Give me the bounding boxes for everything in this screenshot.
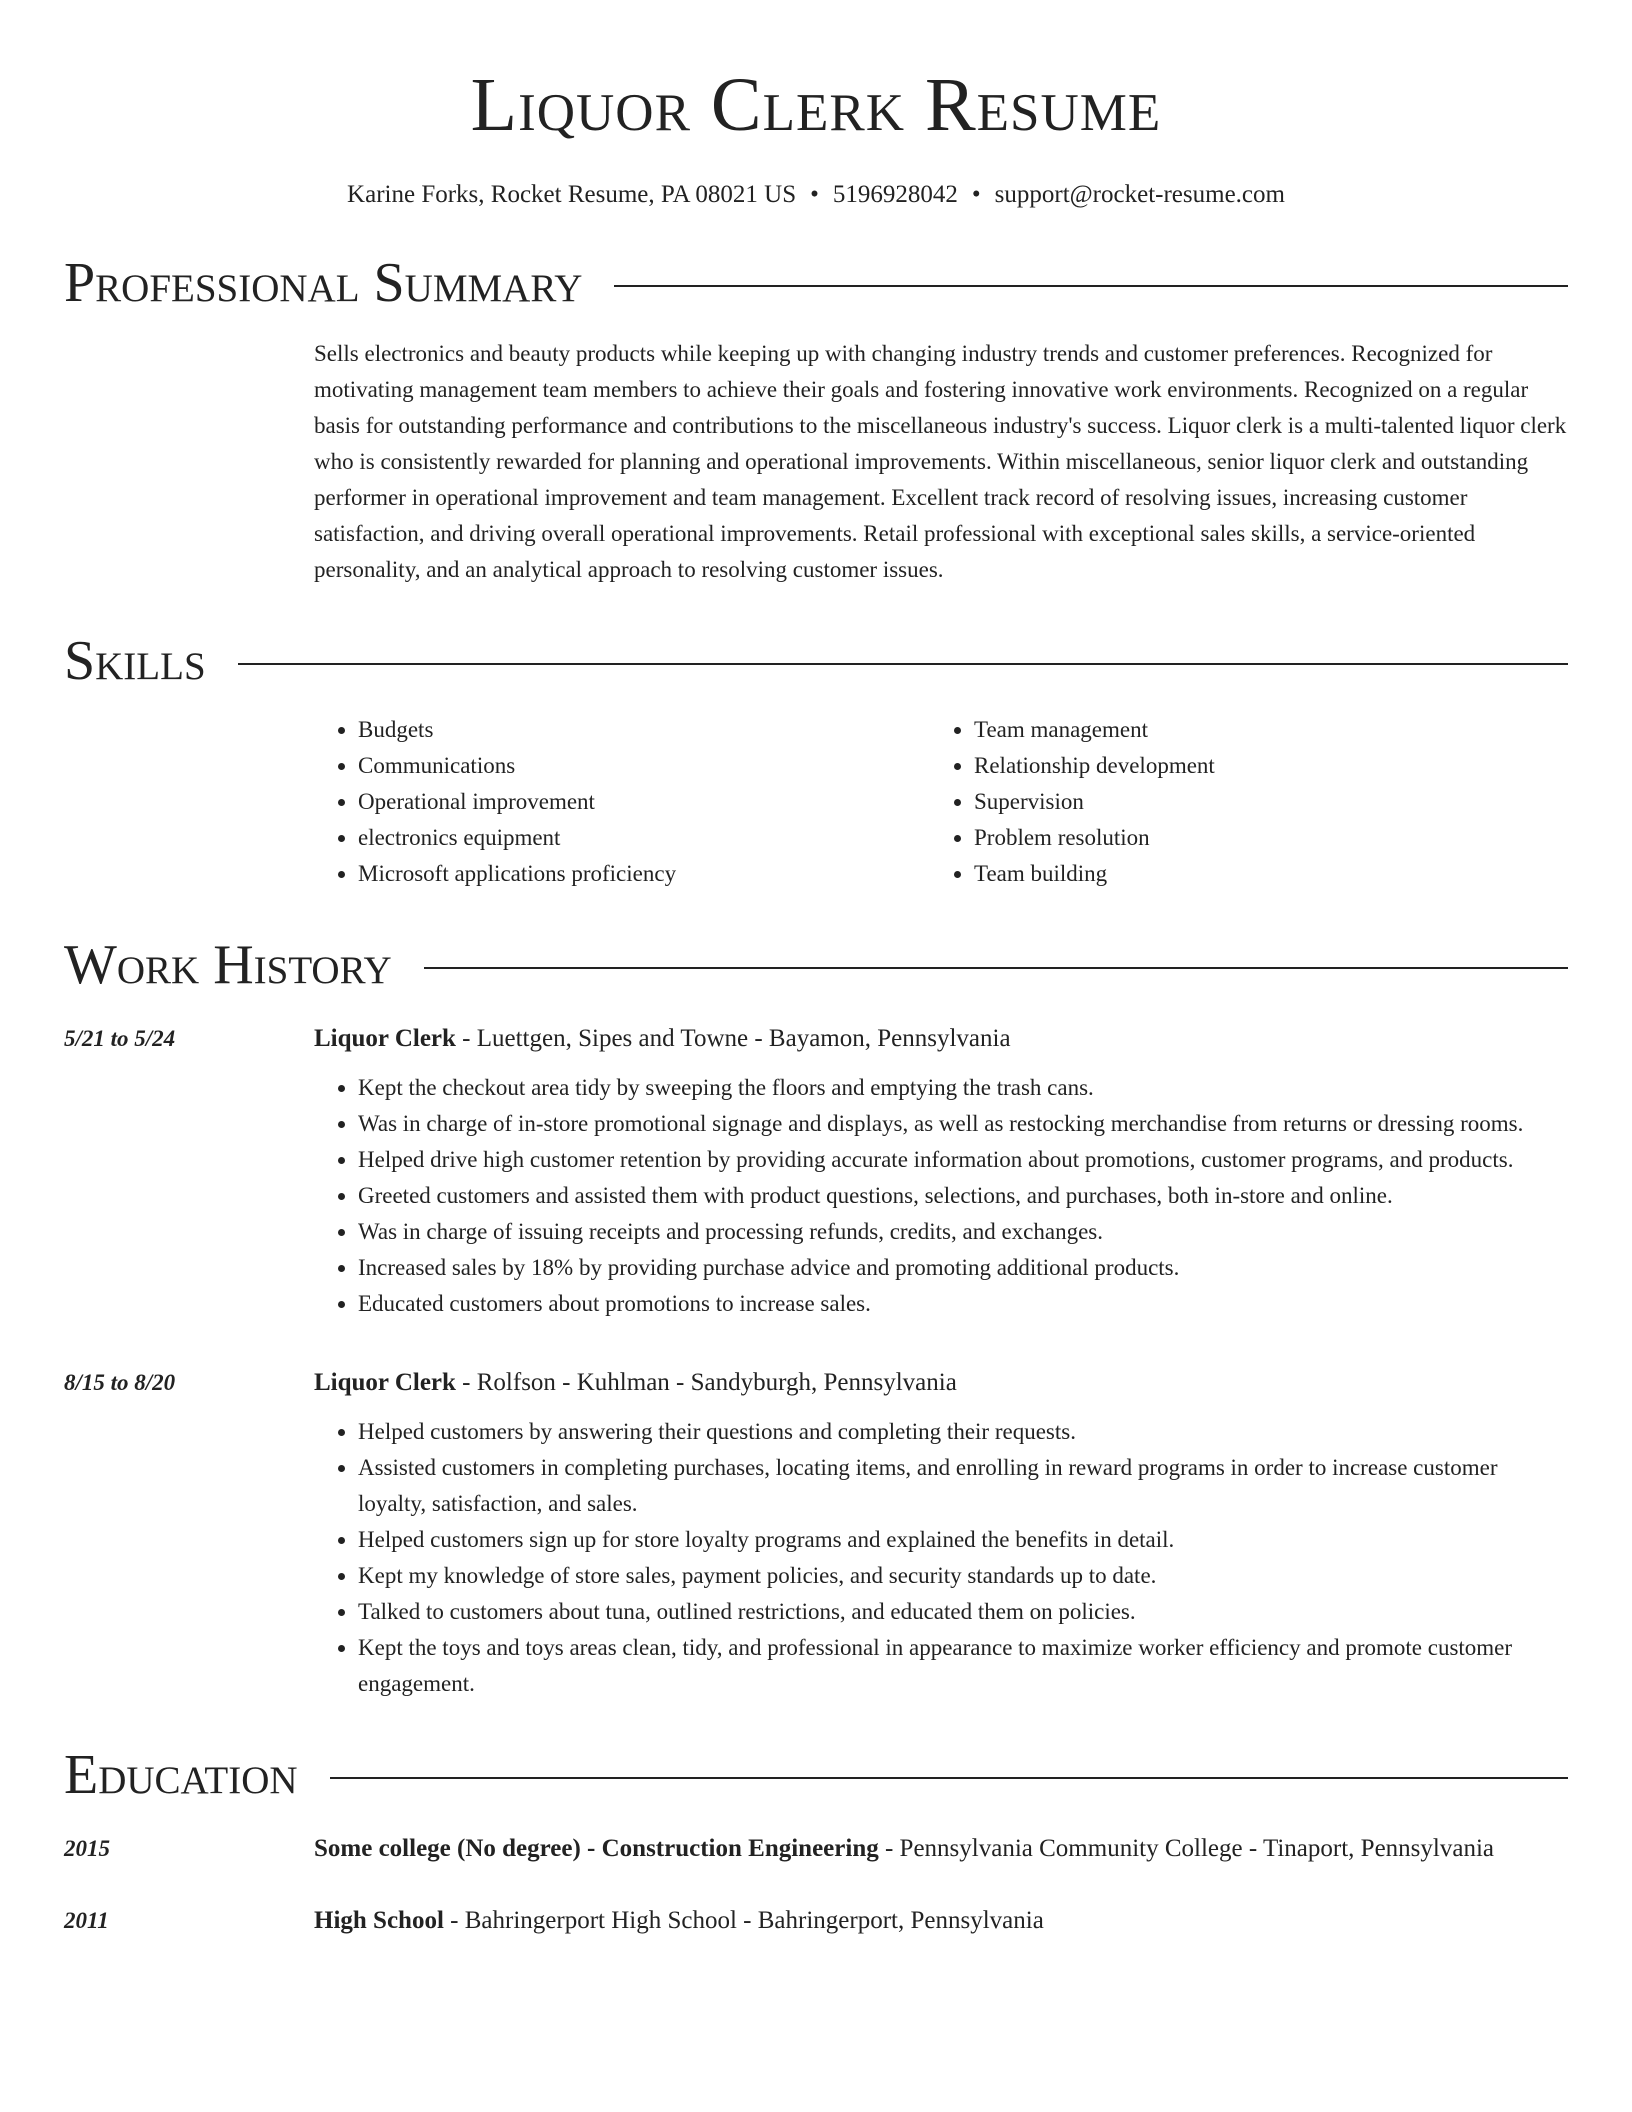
job-duty: • Increased sales by 18% by providing purchase advice and promoting additional products. bbox=[358, 1250, 1568, 1286]
education-degree: High School bbox=[314, 1907, 444, 1934]
job-employer: - Luettgen, Sipes and Towne - Bayamon, Pennsylvania bbox=[455, 1025, 1011, 1052]
skill-item: • Supervision bbox=[974, 784, 1546, 820]
contact-line bbox=[64, 180, 1568, 210]
skills-list bbox=[314, 712, 1568, 892]
section-divider bbox=[424, 967, 1568, 969]
education-section-header bbox=[64, 1742, 1568, 1808]
job-duty: • Greeted customers and assisted them with product questions, selections, and purchases, both in-store and online. bbox=[358, 1178, 1568, 1214]
job-duties bbox=[314, 1070, 1568, 1322]
education-year: 2011 bbox=[64, 1908, 109, 1933]
job-header bbox=[314, 1020, 1568, 1058]
job-duty: • Helped drive high customer retention by providing accurate information about promotions, customer programs, and products. bbox=[358, 1142, 1568, 1178]
education-heading: Education bbox=[64, 1744, 298, 1806]
job-dates: 5/21 to 5/24 bbox=[64, 1026, 176, 1051]
job-duty: • Kept the toys and toys areas clean, tidy, and professional in appearance to maximize worker efficiency and promote customer engagement. bbox=[358, 1630, 1568, 1702]
job-employer: - Rolfson - Kuhlman - Sandyburgh, Pennsylvania bbox=[455, 1369, 957, 1396]
contact-address: Karine Forks, Rocket Resume, PA 08021 US bbox=[347, 181, 797, 208]
skill-item: • Budgets bbox=[358, 712, 930, 748]
skills-heading: Skills bbox=[64, 630, 206, 692]
job-header bbox=[314, 1364, 1568, 1402]
skill-item: • Team building bbox=[974, 856, 1546, 892]
job-duty: • Was in charge of in-store promotional signage and displays, as well as restocking merchandise from returns or dressing rooms. bbox=[358, 1106, 1568, 1142]
job-dates: 8/15 to 8/20 bbox=[64, 1370, 176, 1395]
education-body bbox=[314, 1830, 1568, 1868]
section-divider bbox=[330, 1777, 1568, 1779]
section-divider bbox=[238, 663, 1568, 665]
summary-text: Sells electronics and beauty products while keeping up with changing industry trends and customer preferences. Recognized for motivating management team members to achieve their goals and fostering innovative work environments. Recognized on a regular basis for outstanding performance and contributions to the miscellaneous industry's success. Liquor clerk is a multi-talented liquor clerk who is consistently rewarded for planning and operational improvements. Within miscellaneous, senior liquor clerk and outstanding performer in operational improvement and team management. Excellent track record of resolving issues, increasing customer satisfaction, and driving overall operational improvements. Retail professional with exceptional sales skills, a service-oriented personality, and an analytical approach to resolving customer issues. bbox=[314, 341, 1567, 582]
skills-column-left bbox=[314, 712, 930, 892]
education-year: 2015 bbox=[64, 1836, 110, 1861]
skills-column-right bbox=[930, 712, 1546, 892]
summary-heading: Professional Summary bbox=[64, 252, 583, 314]
contact-separator: • bbox=[971, 181, 981, 208]
job-duties bbox=[314, 1414, 1568, 1702]
education-school: - Bahringerport High School - Bahringerport, Pennsylvania bbox=[443, 1907, 1044, 1934]
job-duty: • Was in charge of issuing receipts and processing refunds, credits, and exchanges. bbox=[358, 1214, 1568, 1250]
skill-item: • electronics equipment bbox=[358, 820, 930, 856]
skill-item: • Relationship development bbox=[974, 748, 1546, 784]
work-heading: Work History bbox=[64, 934, 392, 996]
job-body bbox=[314, 1364, 1568, 1702]
work-section-header bbox=[64, 932, 1568, 998]
skill-item: • Operational improvement bbox=[358, 784, 930, 820]
job-title: Liquor Clerk bbox=[314, 1025, 456, 1052]
job-duty: • Kept my knowledge of store sales, payment policies, and security standards up to date. bbox=[358, 1558, 1568, 1594]
job-duty: • Talked to customers about tuna, outlined restrictions, and educated them on policies. bbox=[358, 1594, 1568, 1630]
skill-item: • Problem resolution bbox=[974, 820, 1546, 856]
job-title: Liquor Clerk bbox=[314, 1369, 456, 1396]
job-entry bbox=[64, 1364, 1568, 1702]
skill-item: • Team management bbox=[974, 712, 1546, 748]
education-entry bbox=[64, 1830, 1568, 1868]
skill-item: • Communications bbox=[358, 748, 930, 784]
job-duty: • Helped customers sign up for store loyalty programs and explained the benefits in detail. bbox=[358, 1522, 1568, 1558]
skills-section-header bbox=[64, 628, 1568, 694]
resume-title: Liquor Clerk Resume bbox=[470, 63, 1162, 147]
job-entry bbox=[64, 1020, 1568, 1322]
section-divider bbox=[614, 285, 1568, 287]
education-entry bbox=[64, 1902, 1568, 1940]
job-duty: • Assisted customers in completing purchases, locating items, and enrolling in reward programs in order to increase customer loyalty, satisfaction, and sales. bbox=[358, 1450, 1568, 1522]
job-duty: • Helped customers by answering their questions and completing their requests. bbox=[358, 1414, 1568, 1450]
education-degree: Some college (No degree) - Construction Engineering bbox=[314, 1835, 879, 1862]
skill-item: • Microsoft applications proficiency bbox=[358, 856, 930, 892]
contact-email: support@rocket-resume.com bbox=[994, 181, 1285, 208]
education-body bbox=[314, 1902, 1568, 1940]
job-duty: • Kept the checkout area tidy by sweeping the floors and emptying the trash cans. bbox=[358, 1070, 1568, 1106]
contact-phone: 5196928042 bbox=[832, 181, 958, 208]
job-duty: • Educated customers about promotions to increase sales. bbox=[358, 1286, 1568, 1322]
summary-section-header bbox=[64, 250, 1568, 316]
job-body bbox=[314, 1020, 1568, 1322]
education-school: - Pennsylvania Community College - Tinaport, Pennsylvania bbox=[878, 1835, 1494, 1862]
contact-separator: • bbox=[810, 181, 819, 208]
